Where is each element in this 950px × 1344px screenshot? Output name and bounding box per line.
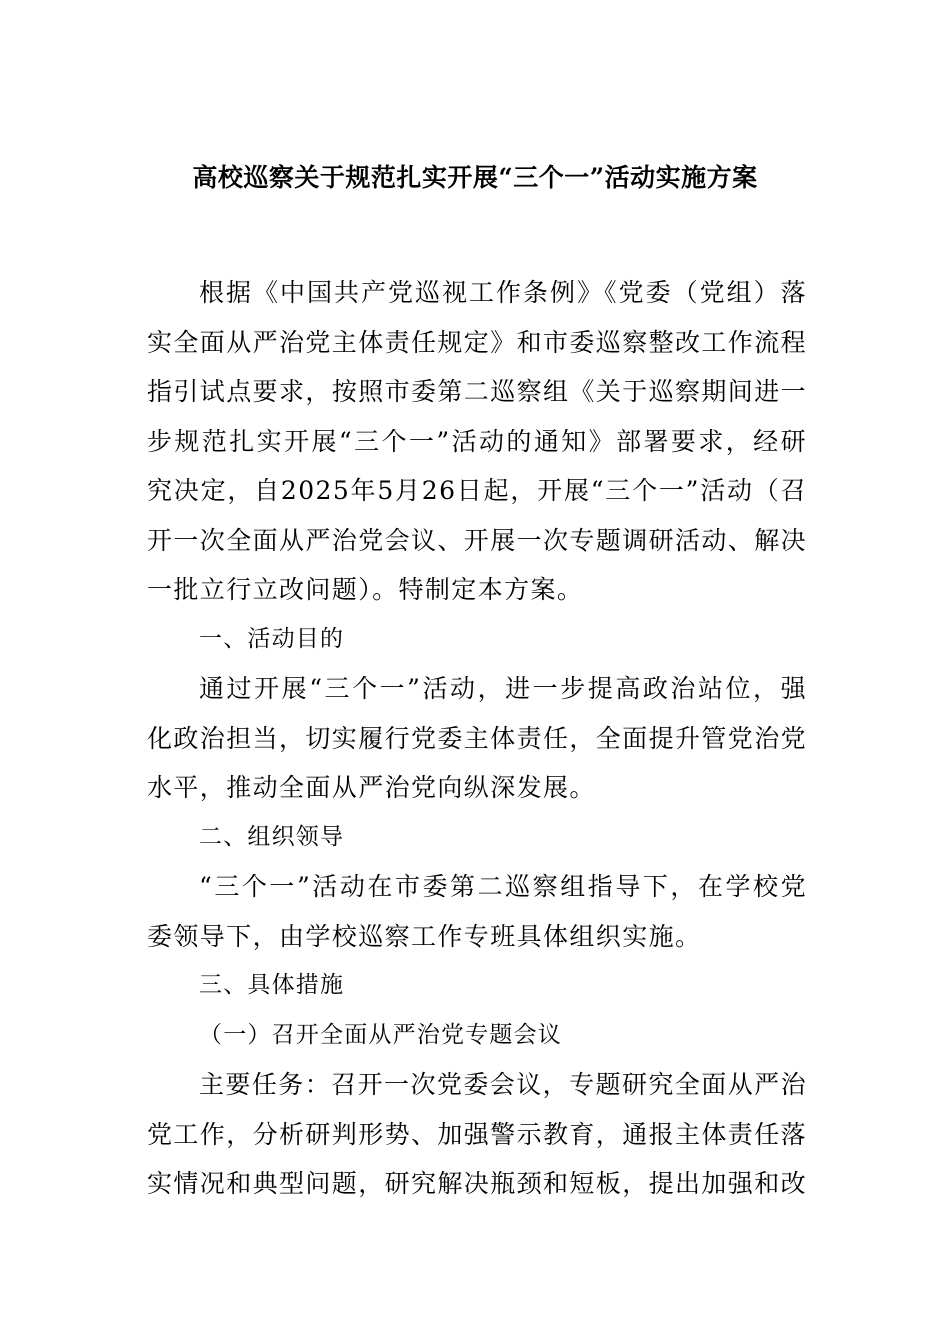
document-body [147,268,807,1209]
section-heading-measures: 三、具体措施 [199,972,345,998]
meeting-paragraph: 主要任务：召开一次党委会议，专题研究全面从严治党工作，分析研判形势、加强警示教育，通报主体责任落实情况和典型问题，研究解决瓶颈和短板，提出加强和改 [147,1070,808,1198]
purpose-paragraph: 通过开展“三个一”活动，进一步提高政治站位，强化政治担当，切实履行党委主体责任，全面提升管党治党水平，推动全面从严治党向纵深发展。 [147,674,808,802]
document-title: 高校巡察关于规范扎实开展“三个一”活动实施方案 [192,163,758,192]
subsection-heading-meeting: （一）召开全面从严治党专题会议 [199,1021,562,1048]
organization-paragraph: “三个一”活动在市委第二巡察组指导下，在学校党委领导下，由学校巡察工作专班具体组织实施。 [147,872,807,951]
section-heading-organization: 二、组织领导 [199,823,345,850]
section-heading-purpose: 一、活动目的 [199,625,345,652]
intro-paragraph: 根据《中国共产党巡视工作条例》《党委（党组）落实全面从严治党主体责任规定》和市委巡察整改工作流程指引试点要求，按照市委第二巡察组《关于巡察期间进一步规范扎实开展“三个一”活动的通知》部署要求，经研究决定，自2025年5月26日起，开展“三个一”活动（召开一次全面从严治党会议、开展一次专题调研活动、解决一批立行立改问题）。特制定本方案。 [147,278,808,604]
